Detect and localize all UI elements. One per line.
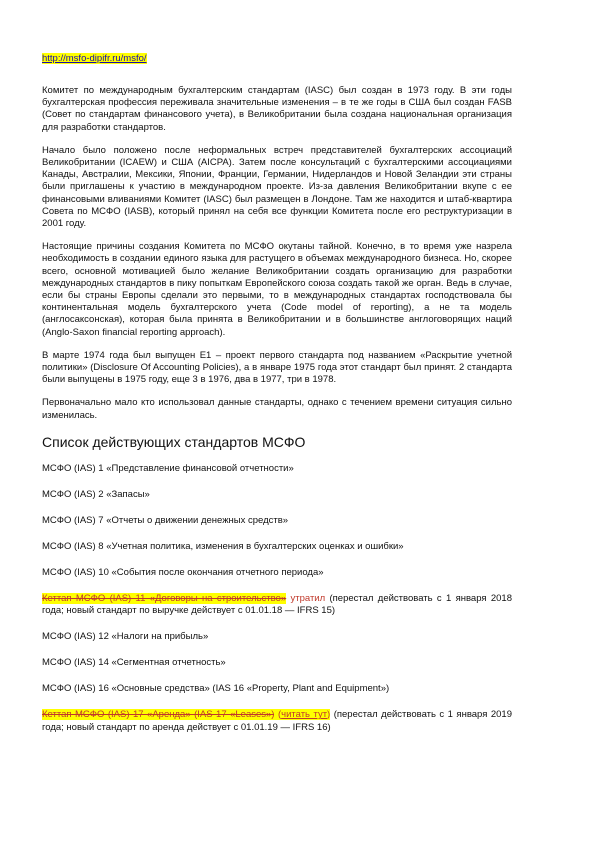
ias-17-title-struck: Кеттап МСФО (IAS) 17 «Аренда» (IAS 17 «Leases»): [42, 709, 275, 721]
ias-17-link-close: ): [327, 709, 331, 721]
standard-ias-10: МСФО (IAS) 10 «События после окончания отчетного периода»: [42, 566, 324, 578]
document-content: [42, 52, 512, 748]
paragraph-history-4: В марте 1974 года был выпущен E1 – проект первого стандарта под названием «Раскрытие учетной политики» (Disclosure Of Accounting Policies), а в январе 1975 года этот стандарт был принят. 2 стандарта были выпущены в 1975 году, еще 3 в 1976, два в 1977, три в 1978.: [42, 349, 512, 386]
standard-ias-7: МСФО (IAS) 7 «Отчеты о движении денежных средств»: [42, 514, 289, 526]
standard-ias-17: [42, 709, 512, 734]
source-link-line: [42, 52, 512, 65]
standard-ias-1: МСФО (IAS) 1 «Представление финансовой отчетности»: [42, 462, 294, 474]
ias-11-status: утратил: [286, 592, 326, 604]
source-link[interactable]: http://msfo-dipifr.ru/msfo/: [42, 53, 147, 64]
ias-11-note: (перестал действовать с 1 января 2018 года; новый стандарт по выручке действует с 01.01.18 — IFRS 15): [42, 592, 512, 617]
section-title: Список действующих стандартов МСФО: [42, 433, 306, 450]
paragraph-history-1: Комитет по международным бухгалтерским стандартам (IASC) был создан в 1973 году. В эти годы бухгалтерская профессия переживала значительные изменения – в те же годы в США был создан FASB (Совет по стандартам финансового учета), в Великобритании была создана национальная организация для разработки стандартов.: [42, 85, 512, 133]
standard-ias-8: МСФО (IAS) 8 «Учетная политика, изменения в бухгалтерских оценках и ошибки»: [42, 540, 404, 552]
standard-ias-16: МСФО (IAS) 16 «Основные средства» (IAS 16 «Property, Plant and Equipment»): [42, 683, 390, 695]
ias-17-note: (перестал действовать с 1 января 2019 года; новый стандарт по аренда действует с 01.01.19 — IFRS 16): [42, 709, 512, 733]
paragraph-history-2: Начало было положено после неформальных встреч представителей бухгалтерских ассоциаций Великобритании (ICAEW) и США (AICPA). Затем после консультаций с бухгалтерскими ассоциациями Канады, Австралии, Мексики, Японии, Франции, Германии, Нидерландов и Новой Зеландии эти страны были приглашены к участию в международном проекте. Из-за давления Великобритании вкупе с ее финансовыми вливаниями Комитет (IASC) был размещен в Лондоне. Там же находится и штаб-квартира Совета по МСФО (IASB), который принял на себя все функции Комитета после его реструктуризации в 2001 году.: [42, 144, 512, 230]
ias-17-read-link[interactable]: читать тут: [281, 709, 328, 721]
paragraph-history-5: Первоначально мало кто использовал данные стандарты, однако с течением времени ситуация сильно изменилась.: [42, 397, 512, 421]
standard-ias-11: [42, 593, 512, 618]
paragraph-history-3: Настоящие причины создания Комитета по МСФО окутаны тайной. Конечно, в то время уже назрела необходимость в создании единого языка для растущего в объемах международного бизнеса. Но, скорее всего, основной мотивацией было желание Великобритании создать организацию для разработки международных стандартов в пику попыткам Европейского союза создать такой же орган. Ведь в случае, если бы страны Европы сделали это первыми, то в международных стандартах господствовала бы континентальная модель бухгалтерского учета (Code model of reporting), а не та модель (англосаксонская), которая была принята в Великобритании и в большинстве англоговорящих наций (Anglo-Saxon financial reporting approach).: [42, 241, 512, 338]
standard-ias-12: МСФО (IAS) 12 «Налоги на прибыль»: [42, 631, 209, 643]
ias-11-title-struck: Кеттап МСФО (IAS) 11 «Договоры на строительство»: [42, 592, 287, 604]
standard-ias-14: МСФО (IAS) 14 «Сегментная отчетность»: [42, 657, 226, 669]
standard-ias-2: МСФО (IAS) 2 «Запасы»: [42, 488, 150, 500]
ias-17-link-open: (: [274, 709, 282, 721]
